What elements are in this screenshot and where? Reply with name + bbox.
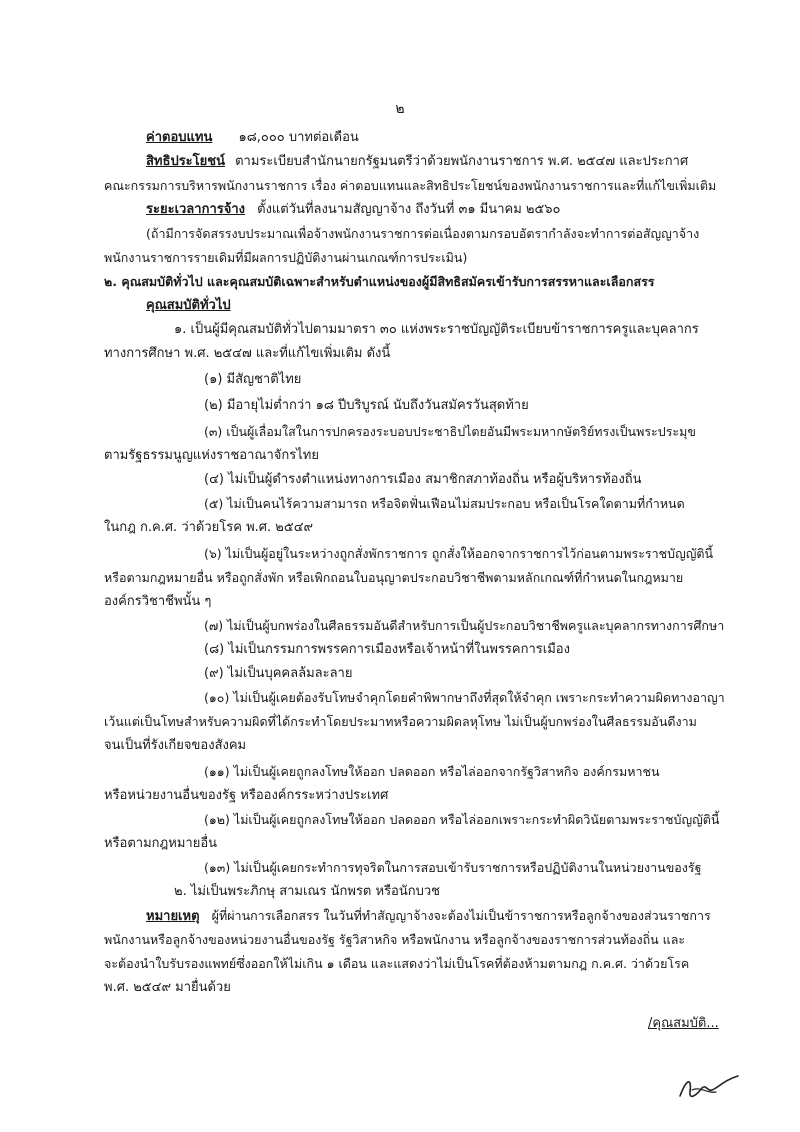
benefits-text-1: ตามระเบียบสำนักนายกรัฐมนตรีว่าด้วยพนักงานราชการ พ.ศ. ๒๕๔๗ และประกาศ	[235, 154, 689, 169]
section2-subheading: คุณสมบัติทั่วไป	[146, 298, 231, 313]
sub-item-10-b: เว้นแต่เป็นโทษสำหรับความผิดที่ได้กระทำโดยประมาทหรือความผิดลหุโทษ ไม่เป็นผู้บกพร่องในศีลธรรมอันดีงาม	[104, 714, 697, 729]
section2-heading: ๒. คุณสมบัติทั่วไป และคุณสมบัติเฉพาะสำหรับตำแหน่งของผู้มีสิทธิสมัครเข้ารับการสรรหาและเลือกสรร	[104, 274, 655, 289]
sub-item-3-b: ตามรัฐธรรมนูญแห่งราชอาณาจักรไทย	[104, 448, 319, 463]
compensation-label: ค่าตอบแทน	[146, 130, 213, 145]
remark-text-3: จะต้องนำใบรับรองแพทย์ซึ่งออกให้ไม่เกิน ๑ เดือน และแสดงว่าไม่เป็นโรคที่ต้องห้ามตามกฎ ก.ค.ศ. ว่าด้วยโรค	[104, 956, 690, 971]
page-number: ๒	[395, 101, 405, 117]
compensation-line	[146, 128, 359, 148]
sub-item-9: (๙) ไม่เป็นบุคคลล้มละลาย	[204, 666, 353, 681]
sub-item-3-a: (๓) เป็นผู้เลื่อมใสในการปกครองระบอบประชาธิปไตยอันมีพระมหากษัตริย์ทรงเป็นพระประมุข	[204, 424, 696, 439]
handwritten-signature-icon	[672, 1066, 742, 1106]
employment-note-1: (ถ้ามีการจัดสรรงบประมาณเพื่อจ้างพนักงานราชการต่อเนื่องตามกรอบอัตรากำลังจะทำการต่อสัญญาจ้าง	[146, 226, 700, 241]
sub-item-11-a: (๑๑) ไม่เป็นผู้เคยถูกลงโทษให้ออก ปลดออก หรือไล่ออกจากรัฐวิสาหกิจ องค์กรมหาชน	[204, 764, 660, 779]
remark-text-4: พ.ศ. ๒๕๔๙ มายื่นด้วย	[104, 980, 231, 995]
continuation-marker: /คุณสมบัติ...	[648, 1016, 719, 1031]
remark-line-1	[146, 906, 711, 927]
sub-item-6-c: องค์กรวิชาชีพนั้น ๆ	[104, 594, 212, 609]
item1-line-b: ทางการศึกษา พ.ศ. ๒๕๔๗ และที่แก้ไขเพิ่มเติม ดังนี้	[104, 346, 391, 361]
sub-item-1: (๑) มีสัญชาติไทย	[204, 372, 302, 387]
item2: ๒. ไม่เป็นพระภิกษุ สามเณร นักพรต หรือนักบวช	[174, 884, 440, 899]
item1-line-a: ๑. เป็นผู้มีคุณสมบัติทั่วไปตามมาตรา ๓๐ แห่งพระราชบัญญัติระเบียบข้าราชการครูและบุคลากร	[174, 322, 699, 337]
sub-item-6-b: หรือตามกฎหมายอื่น หรือถูกสั่งพัก หรือเพิกถอนใบอนุญาตประกอบวิชาชีพตามหลักเกณฑ์ที่กำหนดในกฎหมาย	[104, 570, 684, 585]
sub-item-8: (๘) ไม่เป็นกรรมการพรรคการเมืองหรือเจ้าหน้าที่ในพรรคการเมือง	[204, 642, 570, 657]
employment-period-text: ตั้งแต่วันที่ลงนามสัญญาจ้าง ถึงวันที่ ๓๑ มีนาคม ๒๕๖๐	[257, 202, 561, 217]
sub-item-7: (๗) ไม่เป็นผู้บกพร่องในศีลธรรมอันดีสำหรับการเป็นผู้ประกอบวิชาชีพครูและบุคลากรทางการศึกษา	[204, 618, 725, 633]
employment-period-line	[146, 200, 561, 220]
sub-item-6-a: (๖) ไม่เป็นผู้อยู่ในระหว่างถูกสั่งพักราชการ ถูกสั่งให้ออกจากราชการไว้ก่อนตามพระราชบัญญัตินี้	[204, 546, 714, 561]
benefits-label: สิทธิประโยชน์	[146, 154, 225, 169]
benefits-line	[146, 152, 688, 172]
sub-item-12-a: (๑๒) ไม่เป็นผู้เคยถูกลงโทษให้ออก ปลดออก หรือไล่ออกเพราะกระทำผิดวินัยตามพระราชบัญญัตินี้	[204, 812, 720, 827]
remark-text-2: พนักงานหรือลูกจ้างของหน่วยงานอื่นของรัฐ รัฐวิสาหกิจ หรือพนักงาน หรือลูกจ้างของราชการส่วนท้องถิ่น และ	[104, 932, 686, 947]
benefits-text-2: คณะกรรมการบริหารพนักงานราชการ เรื่อง ค่าตอบแทนและสิทธิประโยชน์ของพนักงานราชการและที่แก้ไขเพิ่มเติม	[104, 178, 717, 193]
sub-item-13: (๑๓) ไม่เป็นผู้เคยกระทำการทุจริตในการสอบเข้ารับราชการหรือปฏิบัติงานในหน่วยงานของรัฐ	[204, 860, 702, 875]
compensation-value: ๑๘,๐๐๐ บาทต่อเดือน	[238, 130, 359, 145]
sub-item-10-c: จนเป็นที่รังเกียจของสังคม	[104, 738, 247, 753]
employment-period-label: ระยะเวลาการจ้าง	[146, 202, 245, 217]
sub-item-5-b: ในกฎ ก.ค.ศ. ว่าด้วยโรค พ.ศ. ๒๕๔๙	[104, 520, 314, 535]
sub-item-10-a: (๑๐) ไม่เป็นผู้เคยต้องรับโทษจำคุกโดยคำพิพากษาถึงที่สุดให้จำคุก เพราะกระทำความผิดทางอาญา	[204, 690, 725, 705]
sub-item-2: (๒) มีอายุไม่ต่ำกว่า ๑๘ ปีบริบูรณ์ นับถึงวันสมัครวันสุดท้าย	[204, 398, 529, 413]
sub-item-4: (๔) ไม่เป็นผู้ดำรงตำแหน่งทางการเมือง สมาชิกสภาท้องถิ่น หรือผู้บริหารท้องถิ่น	[204, 472, 642, 487]
sub-item-5-a: (๕) ไม่เป็นคนไร้ความสามารถ หรือจิตฟั่นเฟือนไม่สมประกอบ หรือเป็นโรคใดตามที่กำหนด	[204, 496, 685, 511]
sub-item-12-b: หรือตามกฎหมายอื่น	[104, 836, 218, 851]
remark-text-1: ผู้ที่ผ่านการเลือกสรร ในวันที่ทำสัญญาจ้างจะต้องไม่เป็นข้าราชการหรือลูกจ้างของส่วนราชการ	[211, 908, 711, 923]
employment-note-2: พนักงานราชการรายเดิมที่มีผลการปฏิบัติงานผ่านเกณฑ์การประเมิน)	[104, 250, 468, 265]
remark-label: หมายเหตุ	[146, 909, 200, 924]
sub-item-11-b: หรือหน่วยงานอื่นของรัฐ หรือองค์กรระหว่างประเทศ	[104, 788, 389, 803]
